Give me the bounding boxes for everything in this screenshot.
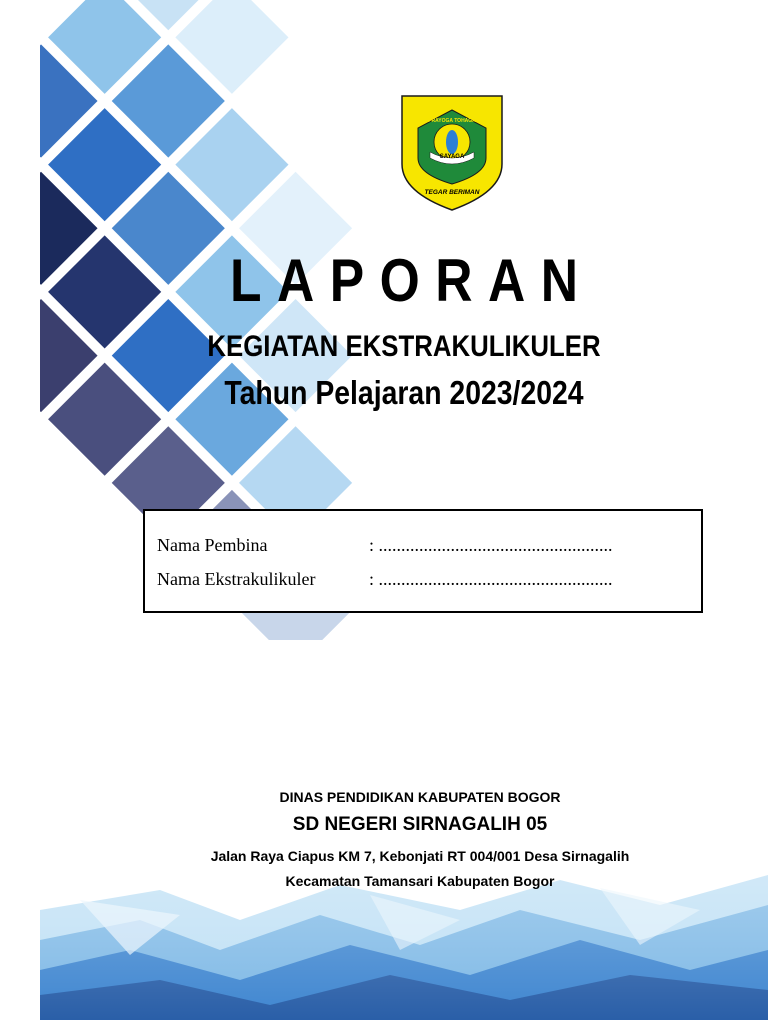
info-box [143,509,703,613]
school-address-line2: Kecamatan Tamansari Kabupaten Bogor [285,873,555,889]
info-label: Nama Ekstrakulikuler [157,569,316,589]
report-title: LAPORAN [229,247,594,314]
agency-name: DINAS PENDIDIKAN KABUPATEN BOGOR [279,789,561,805]
report-subtitle: KEGIATAN EKSTRAKULIKULER [207,330,601,363]
svg-text:TEGAR BERIMAN: TEGAR BERIMAN [424,189,480,196]
school-name: SD NEGERI SIRNAGALIH 05 [292,814,548,835]
svg-text:PRAYOGA TOHAGA: PRAYOGA TOHAGA [428,118,476,124]
info-row-pembina [157,535,613,556]
info-row-ekstrakulikuler [157,569,613,590]
svg-text:SAYAGA: SAYAGA [439,154,465,160]
info-value[interactable]: : .................................................... [369,569,613,589]
info-value[interactable]: : .................................................... [369,535,613,555]
academic-year: Tahun Pelajaran 2023/2024 [224,374,584,411]
bogor-regency-logo [400,94,504,212]
cover-page [40,0,768,1020]
school-address-line1: Jalan Raya Ciapus KM 7, Kebonjati RT 004/001 Desa Sirnagalih [210,848,630,864]
info-label: Nama Pembina [157,535,268,555]
